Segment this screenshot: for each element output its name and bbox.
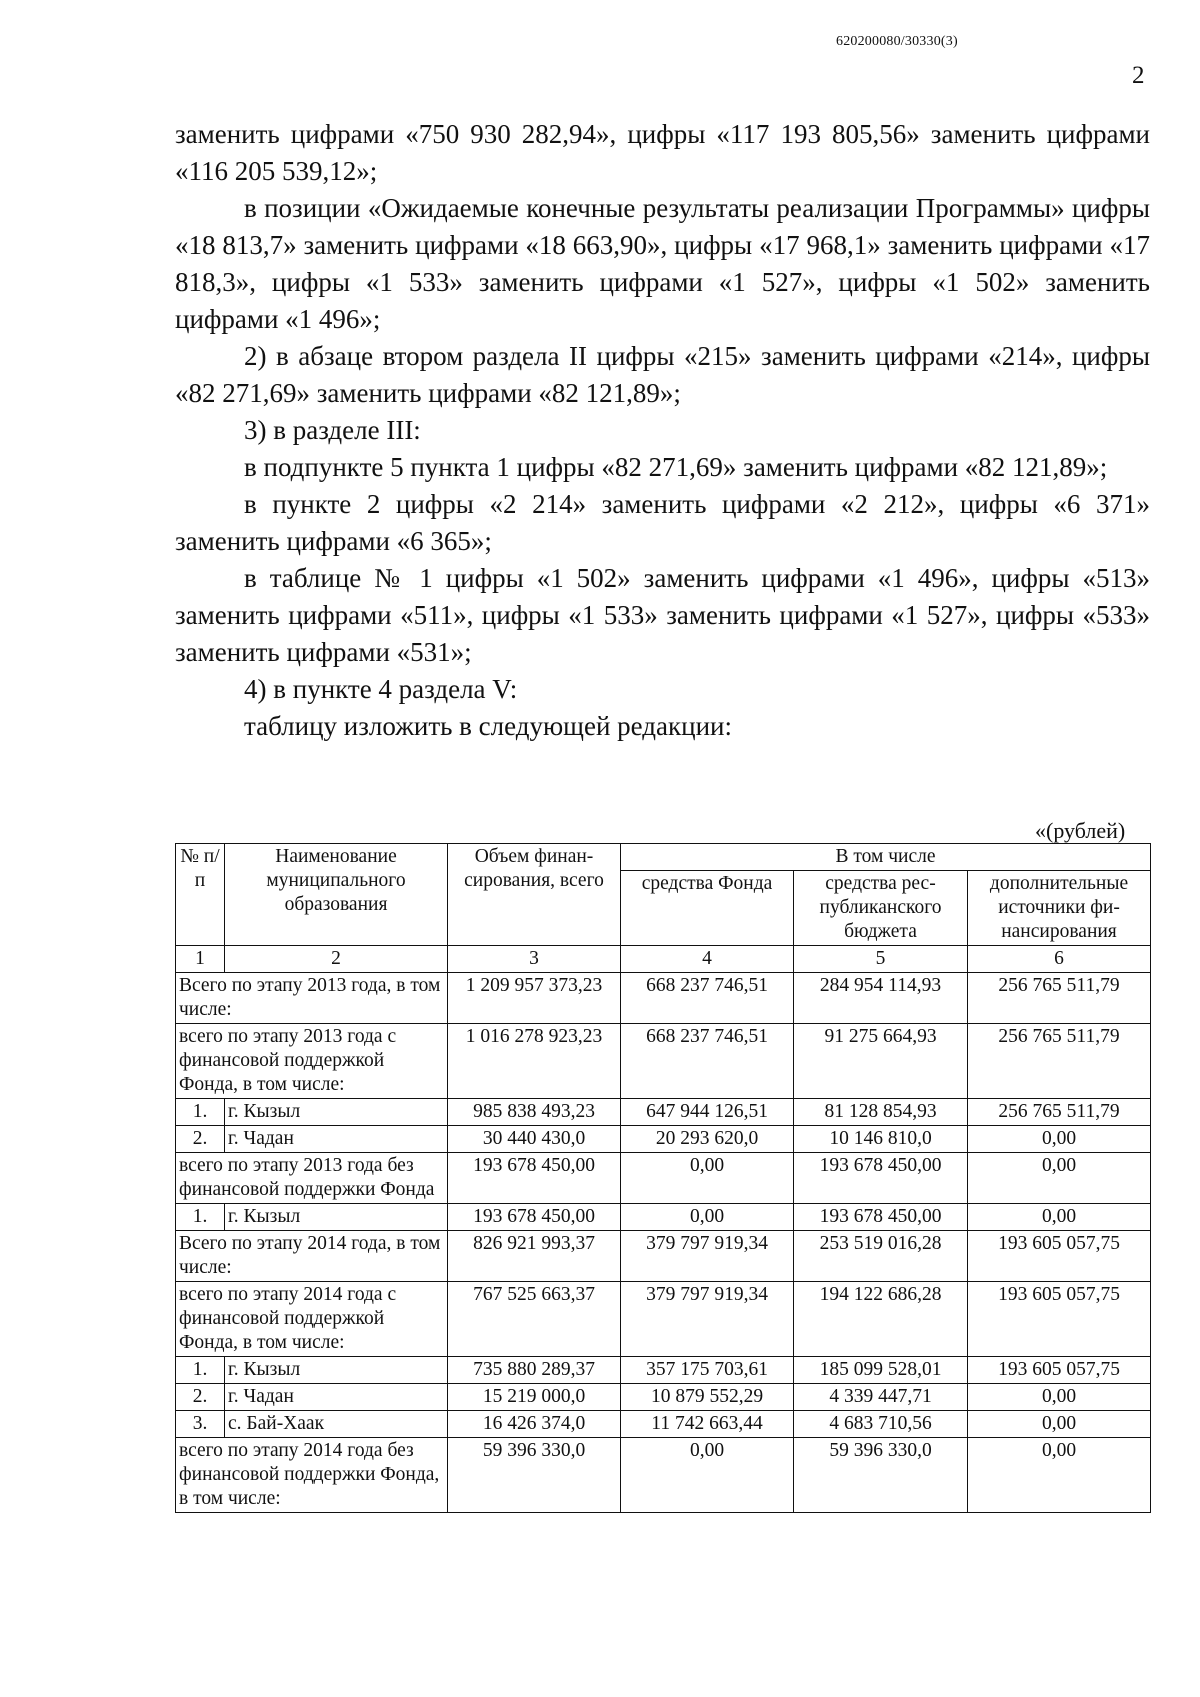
cell-fund: 0,00 <box>621 1438 794 1513</box>
col-number: 3 <box>448 946 621 973</box>
row-name: г. Кызыл <box>225 1099 448 1126</box>
header-name: Наименование муниципального образования <box>225 844 448 946</box>
col-number: 5 <box>794 946 968 973</box>
row-index: 3. <box>176 1411 225 1438</box>
table-row <box>176 973 1151 1024</box>
page-number: 2 <box>1132 62 1145 89</box>
paragraph: 4) в пункте 4 раздела V: <box>244 674 518 704</box>
cell-total: 1 209 957 373,23 <box>448 973 621 1024</box>
table-row <box>176 1024 1151 1099</box>
col-number: 6 <box>968 946 1151 973</box>
header-republic: средства рес-публиканского бюджета <box>794 871 968 946</box>
cell-republic: 253 519 016,28 <box>794 1231 968 1282</box>
cell-fund: 647 944 126,51 <box>621 1099 794 1126</box>
cell-additional: 256 765 511,79 <box>968 973 1151 1024</box>
paragraph: в подпункте 5 пункта 1 цифры «82 271,69» заменить цифрами «82 121,89»; <box>244 452 1108 482</box>
row-label: всего по этапу 2013 года с финансовой поддержкой Фонда, в том числе: <box>176 1024 448 1099</box>
cell-total: 15 219 000,0 <box>448 1384 621 1411</box>
cell-republic: 4 339 447,71 <box>794 1384 968 1411</box>
row-label: всего по этапу 2014 года с финансовой поддержкой Фонда, в том числе: <box>176 1282 448 1357</box>
document-code: 620200080/30330(3) <box>836 34 958 49</box>
cell-fund: 0,00 <box>621 1153 794 1204</box>
cell-additional: 193 605 057,75 <box>968 1231 1151 1282</box>
financing-table <box>175 843 1151 1513</box>
paragraph: в пункте 2 цифры «2 214» заменить цифрами «2 212», цифры «6 371» заменить цифрами «6 365»; <box>175 489 1150 556</box>
table-row <box>176 1282 1151 1357</box>
row-label: Всего по этапу 2014 года, в том числе: <box>176 1231 448 1282</box>
cell-additional: 0,00 <box>968 1204 1151 1231</box>
cell-total: 193 678 450,00 <box>448 1204 621 1231</box>
row-name: г. Чадан <box>225 1384 448 1411</box>
cell-total: 16 426 374,0 <box>448 1411 621 1438</box>
cell-total: 193 678 450,00 <box>448 1153 621 1204</box>
table-row <box>176 1357 1151 1384</box>
cell-total: 767 525 663,37 <box>448 1282 621 1357</box>
table-row <box>176 1231 1151 1282</box>
paragraph: 2) в абзаце втором раздела II цифры «215» заменить цифрами «214», цифры «82 271,69» заменить цифрами «82 121,89»; <box>175 341 1150 408</box>
col-number: 1 <box>176 946 225 973</box>
cell-republic: 10 146 810,0 <box>794 1126 968 1153</box>
paragraph: в позиции «Ожидаемые конечные результаты реализации Программы» цифры «18 813,7» заменить цифрами «18 663,90», цифры «17 968,1» заменить цифрами «17 818,3», цифры «1 533» заменить цифрами «1 527», цифры «1 502» заменить цифрами «1 496»; <box>175 193 1150 334</box>
cell-total: 735 880 289,37 <box>448 1357 621 1384</box>
cell-additional: 0,00 <box>968 1411 1151 1438</box>
cell-additional: 193 605 057,75 <box>968 1282 1151 1357</box>
cell-republic: 193 678 450,00 <box>794 1153 968 1204</box>
column-numbers-row <box>176 946 1151 973</box>
cell-republic: 81 128 854,93 <box>794 1099 968 1126</box>
table-row <box>176 1126 1151 1153</box>
cell-additional: 256 765 511,79 <box>968 1024 1151 1099</box>
row-name: с. Бай-Хаак <box>225 1411 448 1438</box>
cell-fund: 0,00 <box>621 1204 794 1231</box>
cell-total: 1 016 278 923,23 <box>448 1024 621 1099</box>
table-row <box>176 1153 1151 1204</box>
cell-fund: 668 237 746,51 <box>621 1024 794 1099</box>
row-index: 2. <box>176 1126 225 1153</box>
row-name: г. Кызыл <box>225 1204 448 1231</box>
cell-additional: 256 765 511,79 <box>968 1099 1151 1126</box>
cell-republic: 59 396 330,0 <box>794 1438 968 1513</box>
header-total: Объем финан-сирования, всего <box>448 844 621 946</box>
paragraph: в таблице № 1 цифры «1 502» заменить цифрами «1 496», цифры «513» заменить цифрами «511», цифры «1 533» заменить цифрами «1 527», цифры «533» заменить цифрами «531»; <box>175 563 1150 667</box>
header-additional: дополнительные источники фи-нансирования <box>968 871 1151 946</box>
table-row <box>176 1438 1151 1513</box>
cell-republic: 193 678 450,00 <box>794 1204 968 1231</box>
cell-total: 985 838 493,23 <box>448 1099 621 1126</box>
cell-fund: 379 797 919,34 <box>621 1231 794 1282</box>
paragraph: заменить цифрами «750 930 282,94», цифры «117 193 805,56» заменить цифрами «116 205 539,12»; <box>175 119 1150 186</box>
table-header-row <box>176 844 1151 871</box>
row-index: 1. <box>176 1204 225 1231</box>
cell-fund: 11 742 663,44 <box>621 1411 794 1438</box>
cell-additional: 193 605 057,75 <box>968 1357 1151 1384</box>
row-label: Всего по этапу 2013 года, в том числе: <box>176 973 448 1024</box>
cell-total: 826 921 993,37 <box>448 1231 621 1282</box>
row-name: г. Кызыл <box>225 1357 448 1384</box>
cell-republic: 284 954 114,93 <box>794 973 968 1024</box>
table-row <box>176 1411 1151 1438</box>
cell-republic: 91 275 664,93 <box>794 1024 968 1099</box>
paragraph: таблицу изложить в следующей редакции: <box>244 711 732 741</box>
row-index: 2. <box>176 1384 225 1411</box>
col-number: 2 <box>225 946 448 973</box>
row-name: г. Чадан <box>225 1126 448 1153</box>
cell-republic: 185 099 528,01 <box>794 1357 968 1384</box>
body-text <box>175 116 1150 745</box>
table-row <box>176 1204 1151 1231</box>
header-num: № п/п <box>176 844 225 946</box>
cell-additional: 0,00 <box>968 1126 1151 1153</box>
paragraph: 3) в разделе III: <box>244 415 421 445</box>
table-unit-note: «(рублей) <box>1035 818 1126 843</box>
cell-fund: 668 237 746,51 <box>621 973 794 1024</box>
cell-fund: 10 879 552,29 <box>621 1384 794 1411</box>
row-label: всего по этапу 2013 года без финансовой поддержки Фонда <box>176 1153 448 1204</box>
row-index: 1. <box>176 1357 225 1384</box>
table-row <box>176 1099 1151 1126</box>
cell-republic: 4 683 710,56 <box>794 1411 968 1438</box>
cell-additional: 0,00 <box>968 1153 1151 1204</box>
cell-republic: 194 122 686,28 <box>794 1282 968 1357</box>
cell-total: 59 396 330,0 <box>448 1438 621 1513</box>
row-label: всего по этапу 2014 года без финансовой поддержки Фонда, в том числе: <box>176 1438 448 1513</box>
cell-additional: 0,00 <box>968 1438 1151 1513</box>
table-row <box>176 1384 1151 1411</box>
cell-fund: 379 797 919,34 <box>621 1282 794 1357</box>
cell-total: 30 440 430,0 <box>448 1126 621 1153</box>
cell-additional: 0,00 <box>968 1384 1151 1411</box>
header-fund: средства Фонда <box>621 871 794 946</box>
col-number: 4 <box>621 946 794 973</box>
row-index: 1. <box>176 1099 225 1126</box>
header-including: В том числе <box>621 844 1151 871</box>
cell-fund: 357 175 703,61 <box>621 1357 794 1384</box>
cell-fund: 20 293 620,0 <box>621 1126 794 1153</box>
